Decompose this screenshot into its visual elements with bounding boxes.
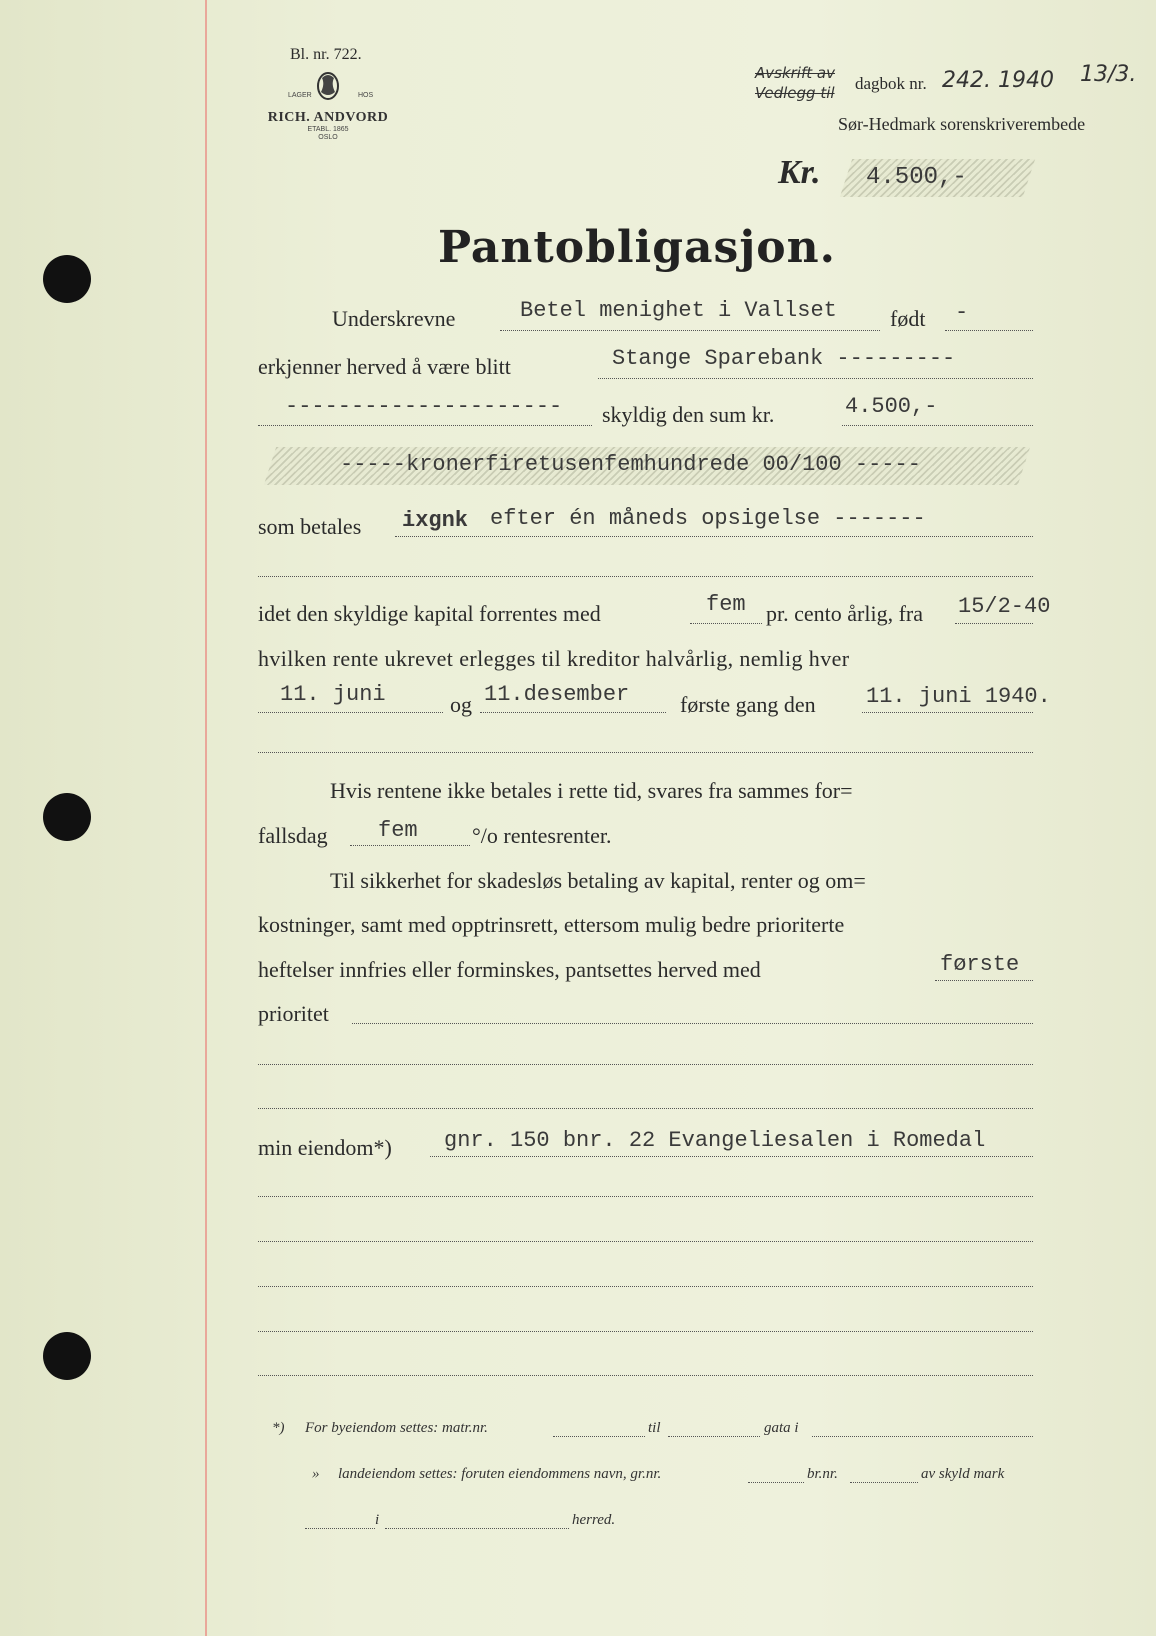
fallsdag-label: fallsdag	[258, 823, 328, 848]
footnote-1c: gata i	[764, 1420, 799, 1436]
undersigned-label: Underskrevne	[332, 306, 456, 331]
dagbok-value: 242. 1940	[942, 68, 1054, 93]
form-number: Bl. nr. 722.	[290, 46, 362, 63]
footnote-2a: landeiendom settes: foruten eiendommens navn, gr.nr.	[338, 1466, 662, 1482]
footnote-star: *)	[272, 1420, 285, 1436]
margin-rule	[205, 0, 207, 1636]
owing-label: skyldig den sum kr.	[602, 402, 775, 427]
fill-line	[258, 1196, 1033, 1197]
late-interest-line: Hvis rentene ikke betales i rette tid, svares fra sammes for=	[330, 778, 853, 803]
fill-line	[748, 1482, 804, 1483]
fill-line	[862, 712, 1033, 713]
fill-line	[258, 1375, 1033, 1376]
fallsdag-value: fem	[378, 818, 418, 843]
heraldic-lion-icon	[311, 70, 345, 102]
fill-line	[395, 536, 1033, 537]
fill-line	[690, 623, 762, 624]
creditor-continuation: ---------------------	[285, 394, 563, 419]
kr-value: 4.500,-	[866, 164, 967, 191]
fill-line	[850, 1482, 918, 1483]
office-stamp: Sør-Hedmark sorenskriverembede	[838, 114, 1086, 134]
fill-line	[258, 712, 443, 713]
fill-line	[350, 845, 470, 846]
fill-line	[258, 752, 1033, 753]
priority-label: prioritet	[258, 1001, 329, 1026]
property-label: min eiendom*)	[258, 1135, 392, 1160]
punch-hole	[43, 793, 91, 841]
punch-hole	[43, 255, 91, 303]
acknowledge-label: erkjenner herved å være blitt	[258, 354, 511, 379]
fill-line	[258, 425, 592, 426]
interest-from: 15/2-40	[958, 594, 1051, 619]
security-line-2: kostninger, samt med opptrinsrett, ettersom mulig bedre prioriterte	[258, 912, 845, 937]
fill-line	[258, 576, 1033, 577]
interest-value: fem	[706, 592, 746, 617]
security-line-3: heftelser innfries eller forminskes, pantsettes herved med	[258, 957, 761, 982]
logo-top-right: HOS	[358, 92, 374, 99]
og-label: og	[450, 692, 472, 717]
date-1: 11. juni	[280, 682, 386, 707]
fill-line	[258, 1331, 1033, 1332]
logo-top-left: LAGER	[288, 92, 312, 99]
punch-hole	[43, 1332, 91, 1380]
security-line-1: Til sikkerhet for skadesløs betaling av kapital, renter og om=	[330, 868, 866, 893]
fill-line	[480, 712, 666, 713]
logo-line3: OSLO	[318, 134, 338, 141]
fill-line	[430, 1156, 1033, 1157]
creditor-value: Stange Sparebank ---------	[612, 346, 956, 371]
born-value: -	[955, 300, 969, 325]
fill-line	[668, 1436, 760, 1437]
fill-line	[812, 1436, 1033, 1437]
struck-avskrift: Avskrift av	[755, 64, 835, 82]
fill-line	[955, 623, 1033, 624]
payable-label: som betales	[258, 514, 362, 539]
fill-line	[935, 980, 1033, 981]
fill-line	[945, 330, 1033, 331]
title-text: Pantobligasjon.	[438, 222, 836, 273]
printer-logo	[258, 70, 398, 150]
fill-line	[500, 330, 880, 331]
first-value: 11. juni 1940.	[866, 684, 1051, 709]
dagbok-label: dagbok nr.	[855, 74, 927, 93]
footnote-2b: br.nr.	[807, 1466, 838, 1482]
fill-line	[385, 1528, 569, 1529]
footnote-1b: til	[648, 1420, 661, 1436]
fallsdag-tail: °/o rentesrenter.	[472, 823, 612, 848]
interest-mid: pr. cento årlig, fra	[766, 601, 923, 626]
fill-line	[842, 425, 1033, 426]
undersigned-value: Betel menighet i Vallset	[520, 298, 837, 323]
payable-value: efter én måneds opsigelse -------	[490, 506, 926, 531]
footnote-3a: i	[375, 1512, 380, 1528]
fill-line	[258, 1286, 1033, 1287]
payable-struck: ixgnk	[402, 508, 469, 533]
footnote-1a: For byeiendom settes: matr.nr.	[305, 1420, 488, 1436]
fill-line	[258, 1241, 1033, 1242]
logo-name: RICH. ANDVORD	[267, 110, 389, 125]
fill-line	[258, 1064, 1033, 1065]
fill-line	[305, 1528, 375, 1529]
owing-value: 4.500,-	[845, 394, 938, 419]
first-label: første gang den	[680, 692, 816, 717]
priority-value: første	[940, 952, 1020, 977]
fill-line	[598, 378, 1033, 379]
struck-vedlegg: Vedlegg til	[755, 84, 835, 102]
logo-line2: ETABL. 1865	[307, 126, 349, 133]
footnote-2c: av skyld mark	[921, 1466, 1005, 1482]
date-2: 11.desember	[484, 682, 630, 707]
fill-line	[553, 1436, 645, 1437]
born-label: født	[890, 306, 926, 331]
fill-line	[352, 1023, 1033, 1024]
footnote-3b: herred.	[572, 1512, 616, 1528]
document-title	[438, 222, 836, 273]
amount-in-words: -----kronerfiretusenfemhundrede 00/100 -----	[340, 452, 921, 477]
property-value: gnr. 150 bnr. 22 Evangeliesalen i Romedal	[444, 1128, 986, 1153]
footnote-quote: »	[312, 1466, 320, 1482]
fill-line	[258, 1108, 1033, 1109]
kr-label: Kr.	[778, 154, 821, 191]
interest-label: idet den skyldige kapital forrentes med	[258, 601, 601, 626]
rent-line: hvilken rente ukrevet erlegges til kreditor halvårlig, nemlig hver	[258, 646, 850, 671]
date-note: 13/3.	[1080, 62, 1137, 87]
